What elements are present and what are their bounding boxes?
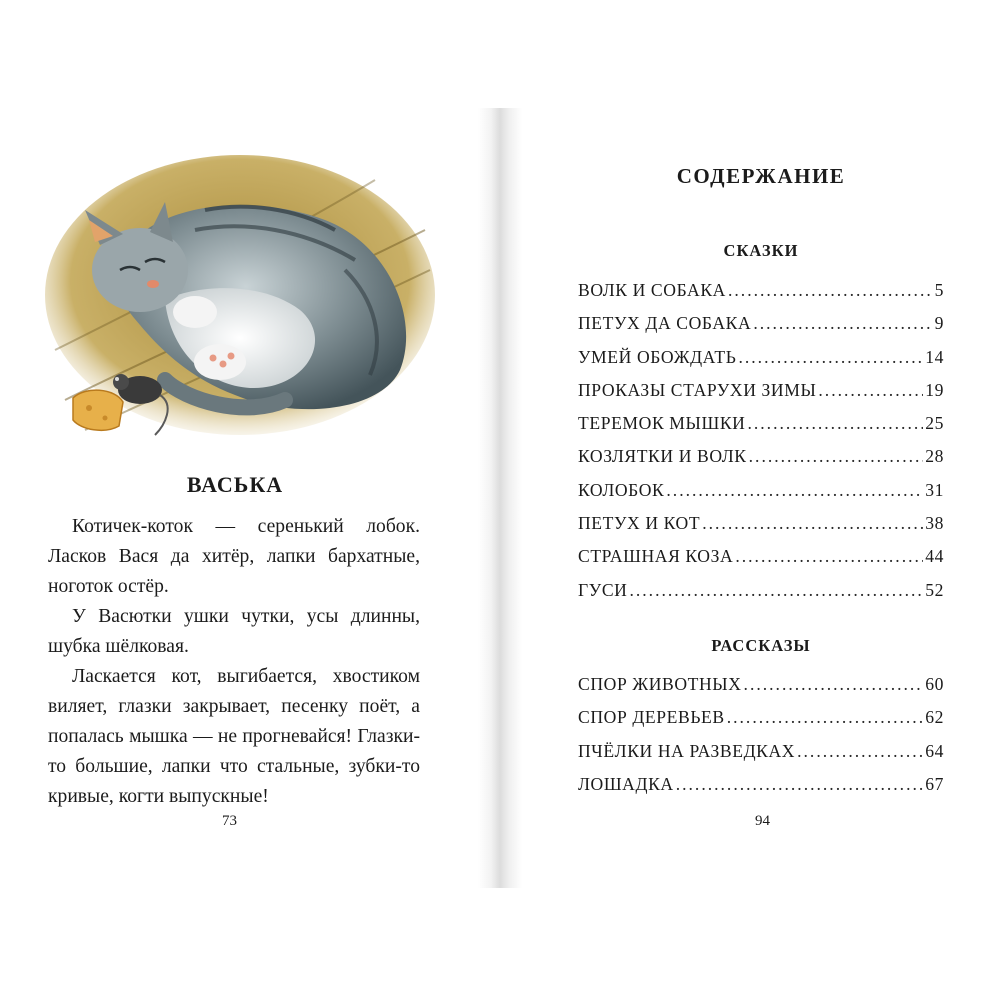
toc-leader-dots: [749, 446, 924, 467]
right-page-number: 94: [755, 813, 770, 829]
toc-leader-dots: [727, 707, 923, 728]
toc-leader-dots: [797, 741, 923, 762]
toc-entry-page: 38: [925, 513, 944, 534]
toc-entry-label: ПЧЁЛКИ НА РАЗВЕДКАХ: [578, 740, 796, 761]
toc-entry-label: ЛОШАДКА: [578, 773, 674, 794]
toc-leader-dots: [753, 313, 932, 334]
story-paragraph: Котичек-коток — серенький лобок. Ласков Вася да хитёр, лапки бархатные, ноготок остёр.: [48, 516, 420, 597]
toc-list-skazki: [578, 280, 944, 613]
story-text: [48, 512, 420, 812]
story-paragraph: Ласкается кот, выгибается, хвостиком виляет, глазки закрывает, песенку поёт, а попалась мышка — не прогневайся! Глазки-то большие, лапки что стальные, зубки-то кривые, когти выпускные!: [48, 666, 420, 807]
toc-entry-page: 25: [925, 413, 944, 434]
toc-entry-page: 5: [934, 280, 944, 300]
toc-entry[interactable]: [578, 741, 944, 774]
toc-entry-label: СПОР ЖИВОТНЫХ: [578, 674, 742, 694]
toc-entry-label: ТЕРЕМОК МЫШКИ: [578, 413, 746, 434]
toc-entry-label: КОЛОБОК: [578, 479, 665, 500]
toc-title: СОДЕРЖАНИЕ: [676, 164, 846, 188]
toc-entry[interactable]: [578, 280, 944, 313]
toc-entry-label: ВОЛК И СОБАКА: [578, 280, 726, 300]
toc-entry-page: 67: [925, 773, 944, 794]
toc-list-rasskazy: [578, 674, 944, 807]
toc-entry[interactable]: [578, 446, 944, 479]
toc-entry-page: 62: [925, 707, 944, 728]
toc-entry[interactable]: [578, 413, 944, 446]
toc-entry[interactable]: [578, 546, 944, 579]
toc-entry-page: 31: [925, 479, 944, 500]
left-page-number: 73: [222, 813, 237, 829]
toc-leader-dots: [747, 413, 923, 434]
toc-entry-page: 9: [934, 313, 944, 334]
toc-entry[interactable]: [578, 774, 944, 807]
toc-entry-label: ПЕТУХ И КОТ: [578, 513, 701, 534]
toc-entry[interactable]: [578, 707, 944, 740]
toc-leader-dots: [676, 774, 923, 795]
toc-entry-label: ПЕТУХ ДА СОБАКА: [578, 313, 752, 334]
toc-leader-dots: [666, 480, 923, 501]
toc-entry[interactable]: [578, 313, 944, 346]
toc-leader-dots: [728, 280, 933, 301]
toc-entry[interactable]: [578, 380, 944, 413]
toc-section-title: РАССКАЗЫ: [711, 636, 811, 655]
toc-entry-label: ПРОКАЗЫ СТАРУХИ ЗИМЫ: [578, 379, 817, 400]
toc-entry-page: 52: [925, 579, 944, 600]
toc-entry-label: СПОР ДЕРЕВЬЕВ: [578, 707, 725, 728]
toc-leader-dots: [735, 546, 923, 567]
toc-leader-dots: [818, 380, 923, 401]
toc-entry[interactable]: [578, 347, 944, 380]
toc-leader-dots: [629, 580, 923, 601]
toc-entry-label: СТРАШНАЯ КОЗА: [578, 546, 734, 567]
toc-entry[interactable]: [578, 674, 944, 707]
toc-leader-dots: [702, 513, 923, 534]
toc-entry-page: 44: [925, 546, 944, 567]
toc-entry-page: 19: [925, 379, 944, 400]
toc-leader-dots: [738, 347, 923, 368]
toc-entry[interactable]: [578, 480, 944, 513]
toc-entry-page: 60: [925, 674, 944, 694]
toc-entry[interactable]: [578, 580, 944, 613]
toc-section-title: СКАЗКИ: [723, 241, 799, 260]
story-paragraph: У Васютки ушки чутки, усы длинны, шубка шёлковая.: [48, 606, 420, 657]
toc-leader-dots: [744, 674, 924, 695]
toc-entry-page: 14: [925, 346, 944, 367]
book-gutter: [478, 108, 522, 888]
toc-entry-page: 64: [925, 740, 944, 761]
story-title: ВАСЬКА: [186, 472, 284, 497]
toc-entry-label: КОЗЛЯТКИ И ВОЛК: [578, 446, 747, 467]
toc-entry-label: УМЕЙ ОБОЖДАТЬ: [578, 346, 737, 367]
toc-entry[interactable]: [578, 513, 944, 546]
toc-entry-label: ГУСИ: [578, 579, 628, 600]
sleeping-cat-illustration: [45, 150, 435, 450]
toc-entry-page: 28: [925, 446, 944, 467]
